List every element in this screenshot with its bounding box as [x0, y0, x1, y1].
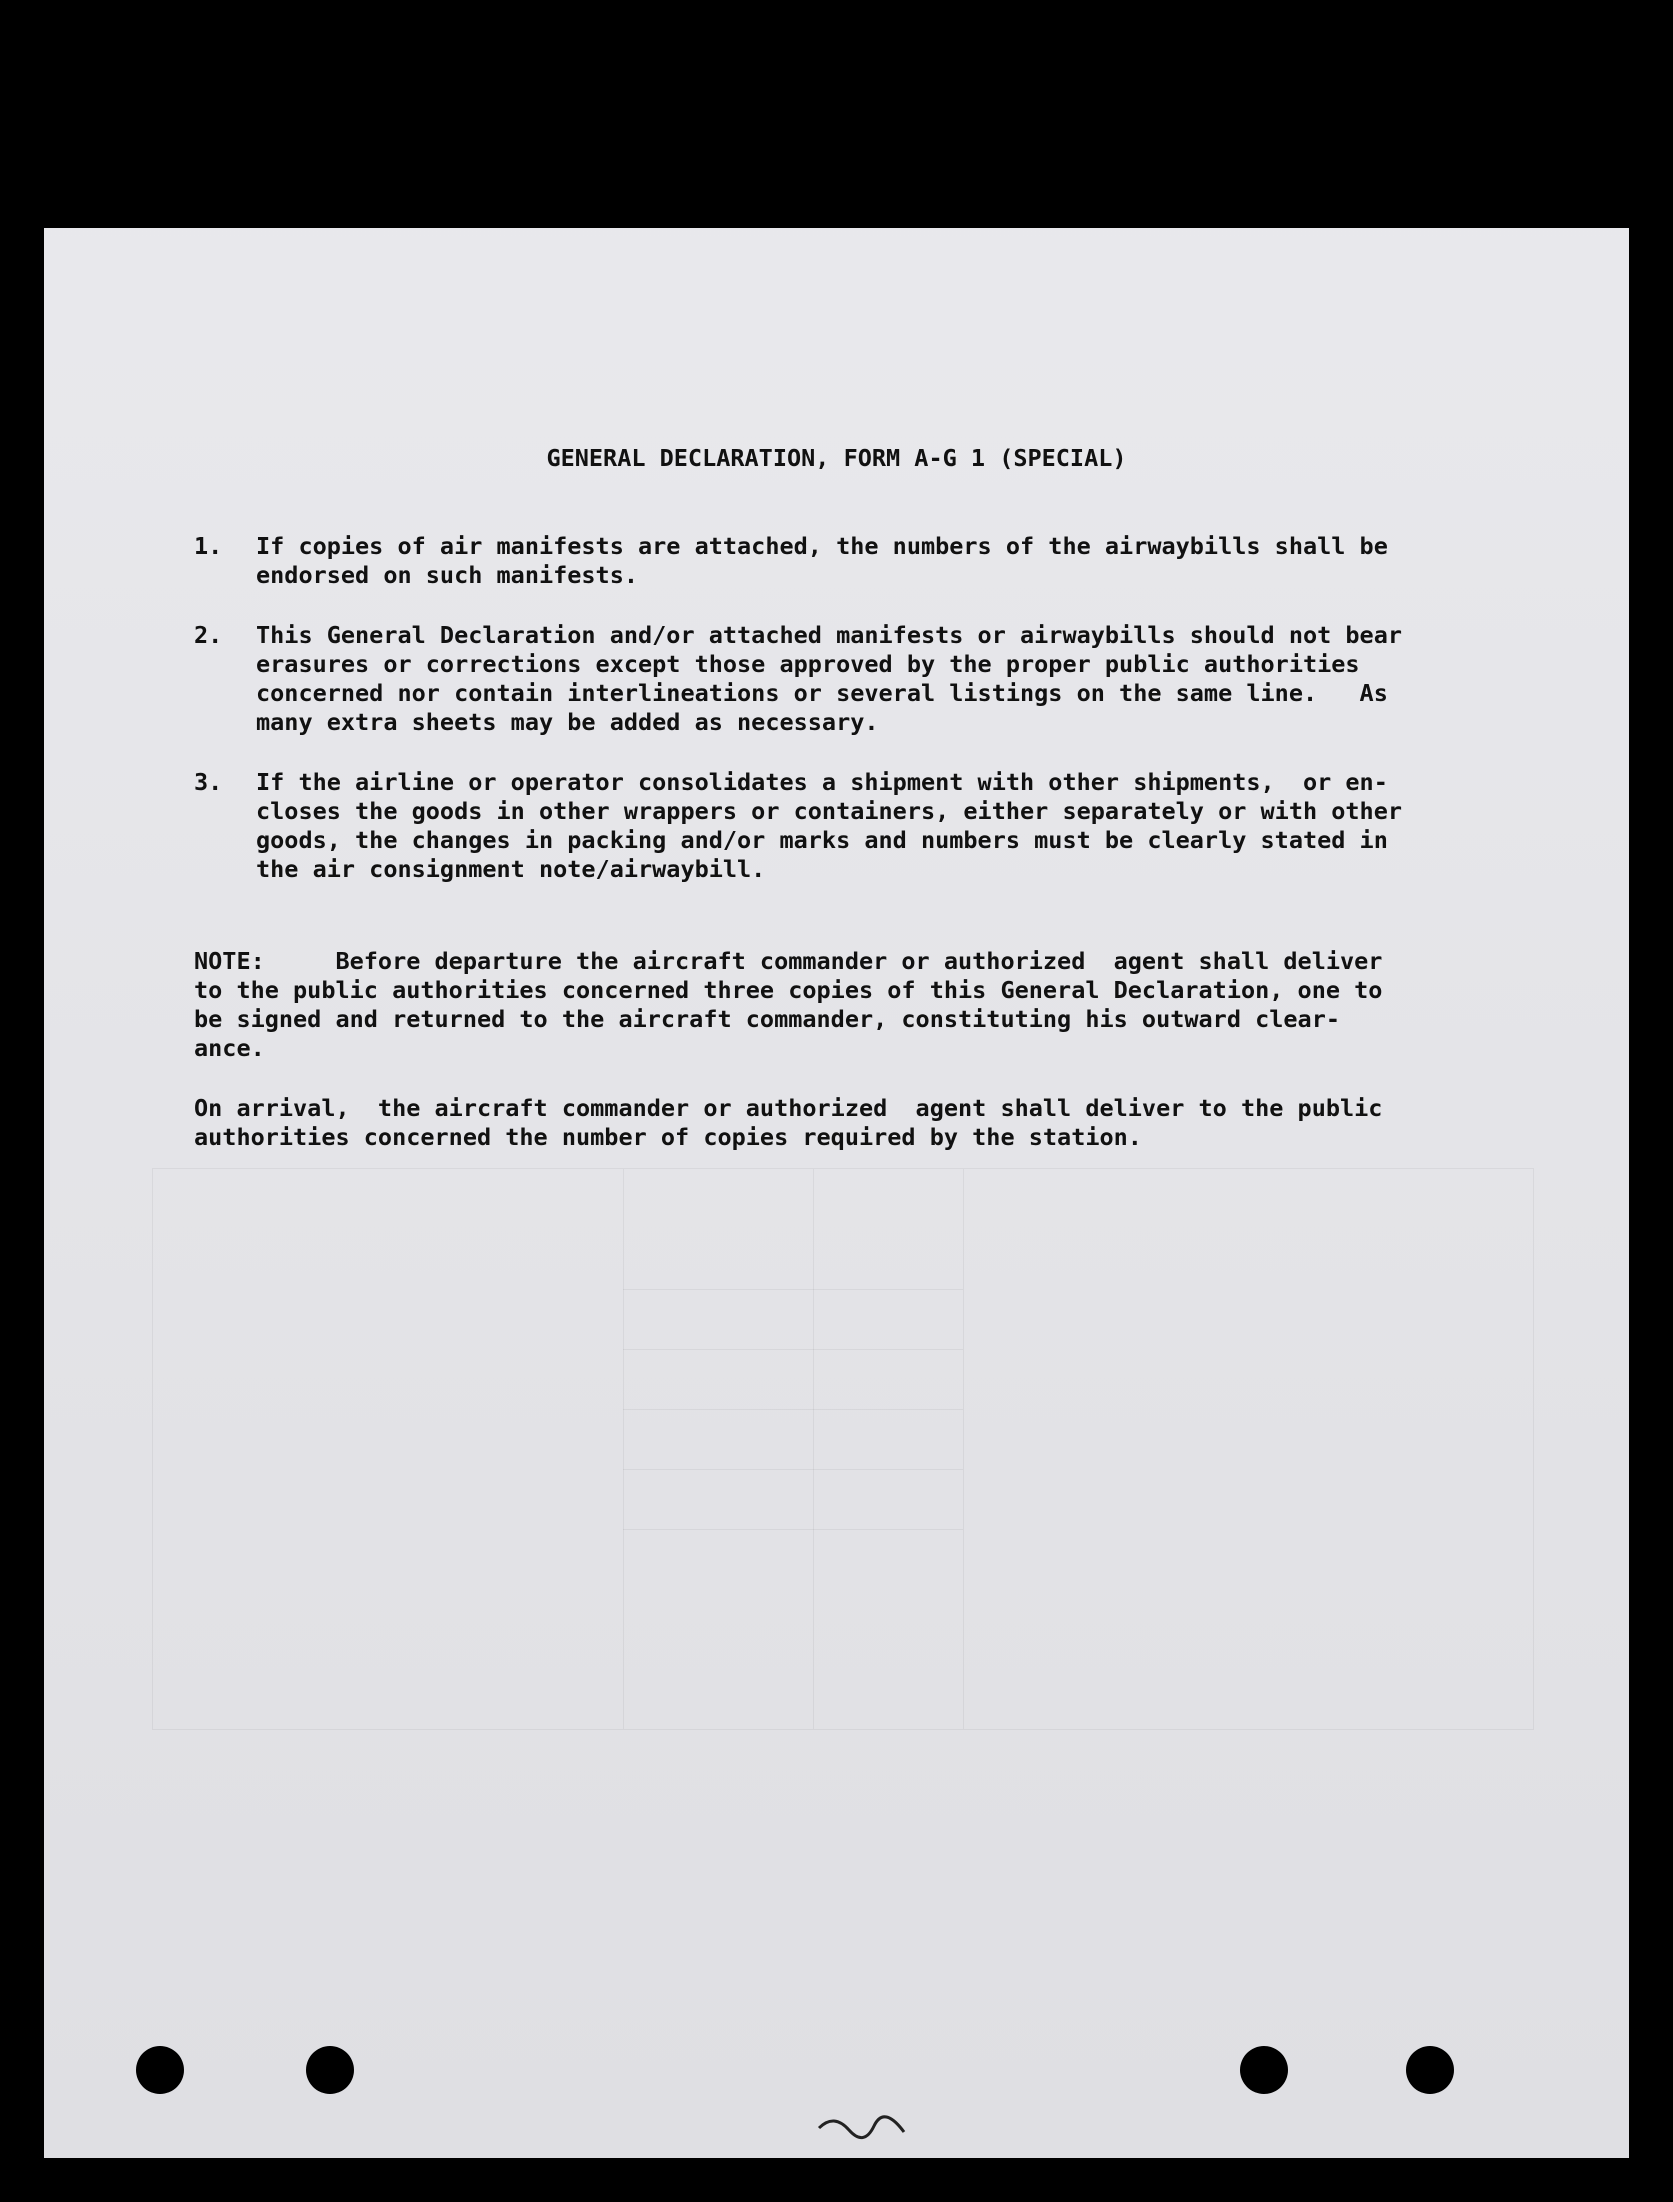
- show-through-line: [623, 1169, 624, 1729]
- show-through-line: [623, 1409, 963, 1410]
- punch-hole: [1406, 2046, 1454, 2094]
- document-page: [44, 228, 1629, 2158]
- punch-hole: [136, 2046, 184, 2094]
- item-line: If the airline or operator consolidates a shipment with other shipments, or en-: [256, 768, 1388, 796]
- note-line: NOTE: Before departure the aircraft commander or authorized agent shall deliver: [194, 947, 1383, 975]
- document-title: GENERAL DECLARATION, FORM A-G 1 (SPECIAL): [546, 444, 1127, 472]
- item-line: the air consignment note/airwaybill.: [256, 855, 766, 883]
- pencil-mark: [814, 2108, 914, 2148]
- show-through-line: [623, 1529, 963, 1530]
- show-through-line: [623, 1349, 963, 1350]
- note-line: ance.: [194, 1034, 265, 1062]
- note-line: be signed and returned to the aircraft commander, constituting his outward clear-: [194, 1005, 1341, 1033]
- show-through-line: [813, 1169, 814, 1729]
- punch-hole: [306, 2046, 354, 2094]
- item-number: 2.: [194, 621, 223, 649]
- item-line: many extra sheets may be added as necessary.: [256, 708, 879, 736]
- note-line: to the public authorities concerned three copies of this General Declaration, one to: [194, 976, 1383, 1004]
- item-line: closes the goods in other wrappers or containers, either separately or with other: [256, 797, 1403, 825]
- arrival-line: On arrival, the aircraft commander or authorized agent shall deliver to the public: [194, 1094, 1383, 1122]
- item-line: erasures or corrections except those approved by the proper public authorities: [256, 650, 1360, 678]
- item-line: concerned nor contain interlineations or several listings on the same line. As: [256, 679, 1388, 707]
- item-number: 3.: [194, 768, 223, 796]
- item-line: goods, the changes in packing and/or marks and numbers must be clearly stated in: [256, 826, 1388, 854]
- item-line: endorsed on such manifests.: [256, 561, 639, 589]
- punch-hole: [1240, 2046, 1288, 2094]
- show-through-table: [152, 1168, 1534, 1730]
- show-through-line: [623, 1289, 963, 1290]
- show-through-line: [963, 1169, 964, 1729]
- item-line: If copies of air manifests are attached, the numbers of the airwaybills shall be: [256, 532, 1388, 560]
- item-line: This General Declaration and/or attached manifests or airwaybills should not bear: [256, 621, 1403, 649]
- show-through-line: [623, 1469, 963, 1470]
- arrival-line: authorities concerned the number of copies required by the station.: [194, 1123, 1142, 1151]
- item-number: 1.: [194, 532, 223, 560]
